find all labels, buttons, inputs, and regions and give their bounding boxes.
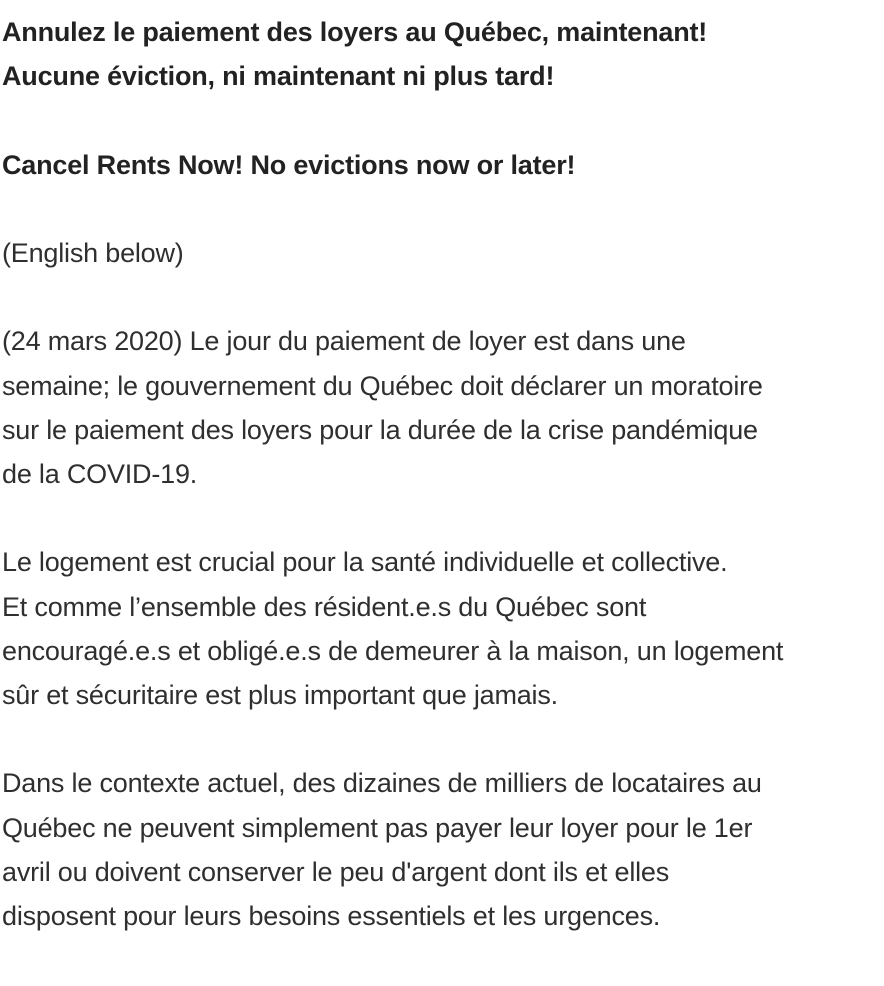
spacer bbox=[2, 187, 882, 231]
spacer bbox=[2, 98, 882, 142]
paragraph-locataires bbox=[2, 761, 882, 938]
spacer bbox=[2, 275, 882, 319]
paragraph-line: sur le paiement des loyers pour la durée de la crise pandémique bbox=[2, 414, 758, 445]
heading-french bbox=[2, 10, 882, 98]
paragraph-line: encouragé.e.s et obligé.e.s de demeurer à la maison, un logement bbox=[2, 635, 784, 666]
paragraph-line: Dans le contexte actuel, des dizaines de milliers de locataires au bbox=[2, 768, 762, 799]
paragraph-line: avril ou doivent conserver le peu d'argent dont ils et elles bbox=[2, 856, 670, 887]
heading-french-line: Aucune éviction, ni maintenant ni plus tard! bbox=[2, 61, 555, 92]
paragraph-moratoire bbox=[2, 319, 882, 496]
paragraph-line: Québec ne peuvent simplement pas payer leur loyer pour le 1er bbox=[2, 812, 753, 843]
paragraph-line: de la COVID-19. bbox=[2, 458, 198, 489]
paragraph-logement bbox=[2, 540, 882, 717]
heading-french-line: Annulez le paiement des loyers au Québec, maintenant! bbox=[2, 17, 708, 47]
paragraph-line: Le logement est crucial pour la santé individuelle et collective. bbox=[2, 547, 728, 578]
paragraph-line: Et comme l’ensemble des résident.e.s du Québec sont bbox=[2, 591, 647, 622]
heading-english: Cancel Rents Now! No evictions now or later! bbox=[2, 149, 576, 180]
paragraph-line: disposent pour leurs besoins essentiels et les urgences. bbox=[2, 900, 661, 931]
paragraph-line: semaine; le gouvernement du Québec doit déclarer un moratoire bbox=[2, 370, 763, 401]
spacer bbox=[2, 496, 882, 540]
paragraph-line: (24 mars 2020) Le jour du paiement de loyer est dans une bbox=[2, 326, 686, 357]
paragraph-line: sûr et sécuritaire est plus important que jamais. bbox=[2, 679, 558, 710]
spacer bbox=[2, 717, 882, 761]
english-below-note: (English below) bbox=[2, 237, 184, 268]
